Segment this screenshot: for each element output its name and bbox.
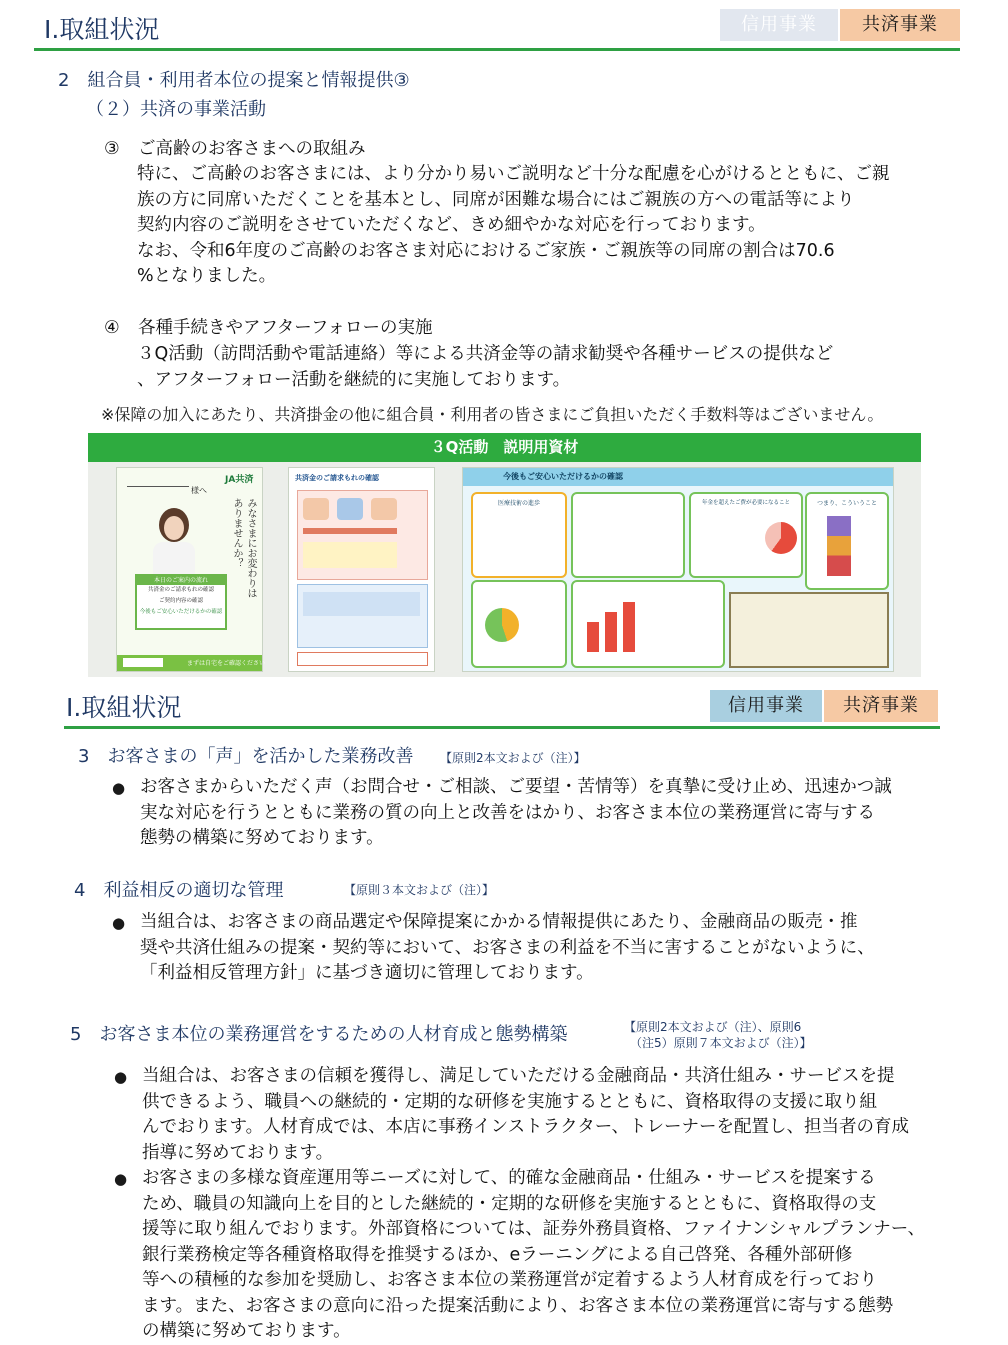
item-number: ④ — [104, 318, 120, 338]
page-title: Ⅰ.取組状況 — [66, 693, 182, 722]
illustration-band — [303, 542, 397, 568]
tab-credit-business: 信用事業 — [720, 9, 838, 41]
body-line: 指導に努めております。 — [142, 1142, 334, 1163]
body-line: ます。また、お客さまの意向に沿った提案活動により、お客さま本位の業務運営に寄与する態勢 — [142, 1295, 894, 1316]
illustration-figure — [371, 498, 397, 520]
leaflet-coverage-check — [462, 467, 894, 672]
leaflet-cover — [116, 467, 266, 672]
body-line: %となりました。 — [137, 266, 277, 286]
illustration-figure — [303, 498, 329, 520]
leaflet-claim-check — [288, 467, 435, 672]
body-line: 「利益相反管理方針」に基づき適切に管理しております。 — [140, 963, 594, 983]
bullet: ● — [114, 1068, 128, 1086]
illustration-figure — [337, 498, 363, 520]
bar-illustration — [623, 602, 635, 652]
info-panel — [805, 492, 889, 590]
section-body — [142, 1166, 925, 1345]
body-line: 、アフターフォロー活動を継続的に実施しております。 — [137, 369, 571, 390]
cover-footer — [117, 655, 266, 671]
body-line: なお、令和6年度のご高齢のお客さま対応におけるご家族・ご親族等の同席の割合は70.6 — [137, 240, 835, 261]
body-line: 実な対応を行うとともに業務の質の向上と改善をはかり、お客さま本位の業務運営に寄与する — [140, 802, 875, 823]
section-body — [140, 910, 875, 987]
greeting-vertical — [229, 498, 257, 598]
bullet: ● — [114, 1170, 128, 1188]
section-body — [140, 775, 892, 852]
body-line: んでおります。人材育成では、本店に事務インストラクター、トレーナーを配置し、担当者の育成 — [142, 1117, 910, 1137]
principle-reference: 【原則2本文および（注）】 — [440, 751, 586, 765]
panel-title: つまり、こういうこと — [816, 500, 877, 507]
body-line: ため、職員の知識向上を目的とした継続的・定期的な研修を実施するとともに、資格取得の支 — [142, 1193, 877, 1214]
tab-kyosai-business: 共済事業 — [840, 9, 960, 41]
address-suffix: 様へ — [191, 486, 207, 495]
principle-reference: 【原則３本文および（注）】 — [344, 883, 495, 897]
flow-step: 今後もご安心いただけるかの確認 — [139, 609, 223, 615]
item-body — [137, 162, 890, 290]
body-line: の構築に努めております。 — [142, 1321, 351, 1341]
flow-step: ご契約内容の確認 — [158, 598, 203, 604]
figure-banner: ３Q活動 説明用資材 — [88, 433, 921, 462]
body-line: ３Q活動（訪問活動や電話連絡）等による共済金等の請求勧奨や各種サービスの提供など — [137, 344, 834, 364]
section-heading: 4 利益相反の適切な管理 — [74, 880, 284, 901]
illustration-bar — [303, 528, 397, 534]
item-heading: 各種手続きやアフターフォローの実施 — [138, 318, 433, 338]
greeting-line: みなさまにお変わりは — [245, 498, 256, 598]
illustration-band — [303, 592, 420, 616]
body-line: 態勢の構築に努めております。 — [140, 828, 384, 848]
bar-illustration — [605, 612, 617, 652]
principle-reference: 【原則2本文および（注）、原則6 — [624, 1020, 802, 1034]
body-line: 特に、ご高齢のお客さまには、より分かり易いご説明など十分な配慮を心がけるとともに、ご親 — [137, 164, 890, 184]
leaflet-title: 今後もご安心いただけるかの確認 — [503, 472, 623, 481]
item-body — [137, 342, 833, 393]
body-line: 銀行業務検定等各種資格取得を推奨するほか、eラーニングによる自己啓発、各種外部研修 — [142, 1244, 853, 1265]
footer-box — [297, 652, 428, 666]
block-illustration — [827, 516, 851, 576]
body-line: 族の方に同席いただくことを基本とし、同席が困難な場合にはご親族の方への電話等により — [137, 189, 855, 210]
panel-title: 年金を超えたご費が必要になること — [701, 500, 790, 506]
body-line: 供できるよう、職員への継続的・定期的な研修を実施するとともに、資格取得の支援に取り組 — [142, 1091, 877, 1112]
tab-kyosai-business: 共済事業 — [824, 690, 938, 722]
footer-text: まずは自宅をご確認ください — [187, 660, 266, 667]
flow-step: 共済金のご請求もれの確認 — [147, 587, 214, 593]
principle-reference: （注5）原則７本文および（注）】 — [630, 1036, 812, 1050]
leaflet-title: 共済金のご請求もれの確認 — [295, 474, 379, 482]
body-line: 奨や共済仕組みの提案・契約等において、お客さまの利益を不当に害することがないように、 — [140, 937, 875, 958]
person-face — [164, 516, 184, 540]
body-line: 等への積極的な参加を奨励し、お客さま本位の業務運営が定着するよう人材育成を行っており — [142, 1270, 877, 1290]
item-heading: ご高齢のお客さまへの取組み — [138, 139, 366, 159]
address-line — [127, 486, 189, 487]
header-rule — [64, 726, 940, 729]
section-body — [142, 1064, 909, 1166]
page-title: Ⅰ.取組状況 — [44, 15, 160, 44]
flow-box-title: 本日のご案内の流れ — [137, 576, 225, 585]
tab-credit-business: 信用事業 — [710, 690, 822, 722]
body-line: 援等に取り組んでおります。外部資格については、証券外務員資格、ファイナンシャルプランナー、 — [142, 1219, 926, 1239]
sub-heading: （２）共済の事業活動 — [86, 99, 266, 120]
info-panel — [471, 580, 567, 668]
body-line: お客さまの多様な資産運用等ニーズに対して、的確な金融商品・仕組み・サービスを提案する — [142, 1168, 876, 1188]
bar-illustration — [587, 622, 599, 652]
leaflet-header — [463, 468, 893, 486]
flow-box — [135, 574, 227, 630]
pie-illustration — [485, 608, 519, 642]
info-panel — [571, 492, 685, 578]
footer-blank — [123, 658, 163, 667]
body-line: 当組合は、お客さまの商品選定や保障提案にかかる情報提供にあたり、金融商品の販売・推 — [140, 912, 858, 932]
header-rule — [34, 48, 960, 51]
body-line: 契約内容のご説明をさせていただくなど、きめ細やかな対応を行っております。 — [137, 215, 766, 235]
bullet: ● — [112, 779, 126, 797]
greeting-line: ありませんか？ — [231, 498, 242, 568]
section-heading: 3 お客さまの「声」を活かした業務改善 — [78, 746, 414, 767]
ja-logo: JA共済 — [225, 475, 254, 485]
person-body — [153, 542, 195, 576]
section-heading: 5 お客さま本位の業務運営をするための人材育成と態勢構築 — [70, 1024, 568, 1045]
body-line: お客さまからいただく声（お問合せ・ご相談、ご要望・苦情等）を真摯に受け止め、迅速かつ誠 — [140, 777, 892, 797]
panel-title: 医療技術の進歩 — [497, 500, 540, 507]
item-number: ③ — [104, 139, 120, 159]
fee-note: ※保障の加入にあたり、共済掛金の他に組合員・利用者の皆さまにご負担いただく手数料等はございません。 — [101, 405, 884, 424]
info-panel — [571, 580, 725, 668]
pie-illustration — [765, 522, 797, 554]
bullet: ● — [112, 914, 126, 932]
info-panel — [471, 492, 567, 578]
info-panel — [689, 492, 803, 578]
board-panel — [729, 592, 889, 668]
body-line: 当組合は、お客さまの信頼を獲得し、満足していただける金融商品・共済仕組み・サービスを提 — [142, 1066, 895, 1086]
section-heading: 2 組合員・利用者本位の提案と情報提供③ — [58, 70, 410, 91]
